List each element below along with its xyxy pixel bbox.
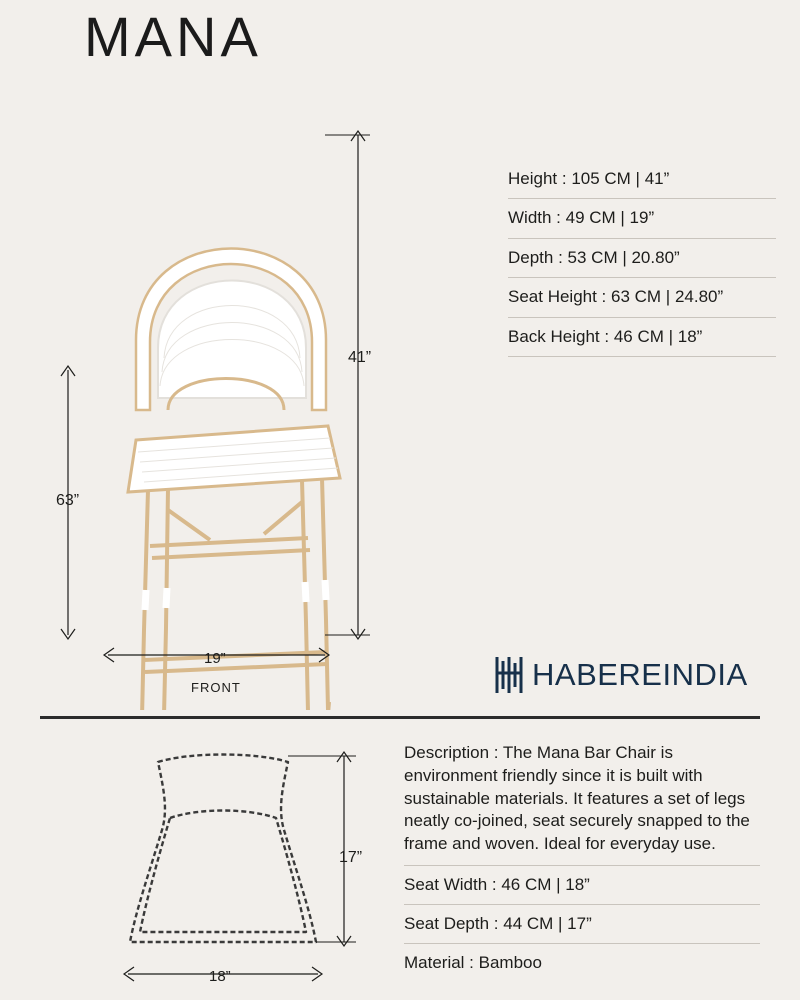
- spec-value-back-height: 46 CM | 18”: [613, 326, 703, 346]
- spec-row-seat-height: [508, 278, 776, 317]
- spec-label-height: Height :: [508, 169, 572, 188]
- brand-name: HABEREINDIA: [532, 657, 748, 692]
- spec-label-material: Material :: [404, 952, 479, 972]
- spec-value-seat-width: 46 CM | 18”: [501, 874, 590, 894]
- spec-row-height: [508, 160, 776, 199]
- spec-row-back-height: [508, 318, 776, 357]
- spec-row-seat-depth: [404, 905, 760, 944]
- brand-logo: [494, 655, 748, 695]
- spec-row-width: [508, 199, 776, 238]
- dimension-seat-depth-top: 17”: [339, 849, 363, 866]
- description-block: [404, 742, 760, 982]
- dimension-width: 19”: [204, 650, 226, 667]
- spec-value-seat-height: 63 CM | 24.80”: [611, 287, 724, 307]
- page-title: MANA: [84, 5, 262, 68]
- spec-label-back-height: Back Height :: [508, 326, 614, 346]
- front-view-label: FRONT: [191, 680, 241, 695]
- spec-value-material: Bamboo: [478, 952, 542, 972]
- chair-front-view-illustration: [40, 110, 460, 710]
- spec-value-height: 105 CM | 41”: [571, 169, 670, 188]
- spec-value-width: 49 CM | 19”: [565, 208, 655, 228]
- spec-value-seat-depth: 44 CM | 17”: [503, 913, 592, 933]
- spec-row-depth: [508, 239, 776, 278]
- chair-front-drawing: [40, 110, 460, 710]
- section-divider: [40, 716, 760, 719]
- spec-row-material: [404, 944, 760, 982]
- specification-list: [508, 160, 776, 357]
- dimension-seat-height: 63”: [56, 492, 80, 509]
- spec-label-width: Width :: [508, 208, 566, 228]
- spec-value-depth: 53 CM | 20.80”: [567, 247, 680, 267]
- spec-label-seat-depth: Seat Depth :: [404, 913, 504, 933]
- dimension-seat-width-top: 18”: [209, 968, 231, 985]
- dimension-total-height: 41”: [348, 349, 372, 366]
- description-text: Description : The Mana Bar Chair is environment friendly since it is built with sustainable materials. It features a set of legs neatly co-joined, seat securely snapped to the frame and woven. Ideal for everyday use.: [404, 742, 760, 866]
- spec-label-seat-height: Seat Height :: [508, 287, 612, 307]
- spec-label-depth: Depth :: [508, 247, 568, 267]
- spec-label-seat-width: Seat Width :: [404, 874, 502, 894]
- brand-mark-icon: [494, 655, 528, 695]
- spec-row-seat-width: [404, 866, 760, 905]
